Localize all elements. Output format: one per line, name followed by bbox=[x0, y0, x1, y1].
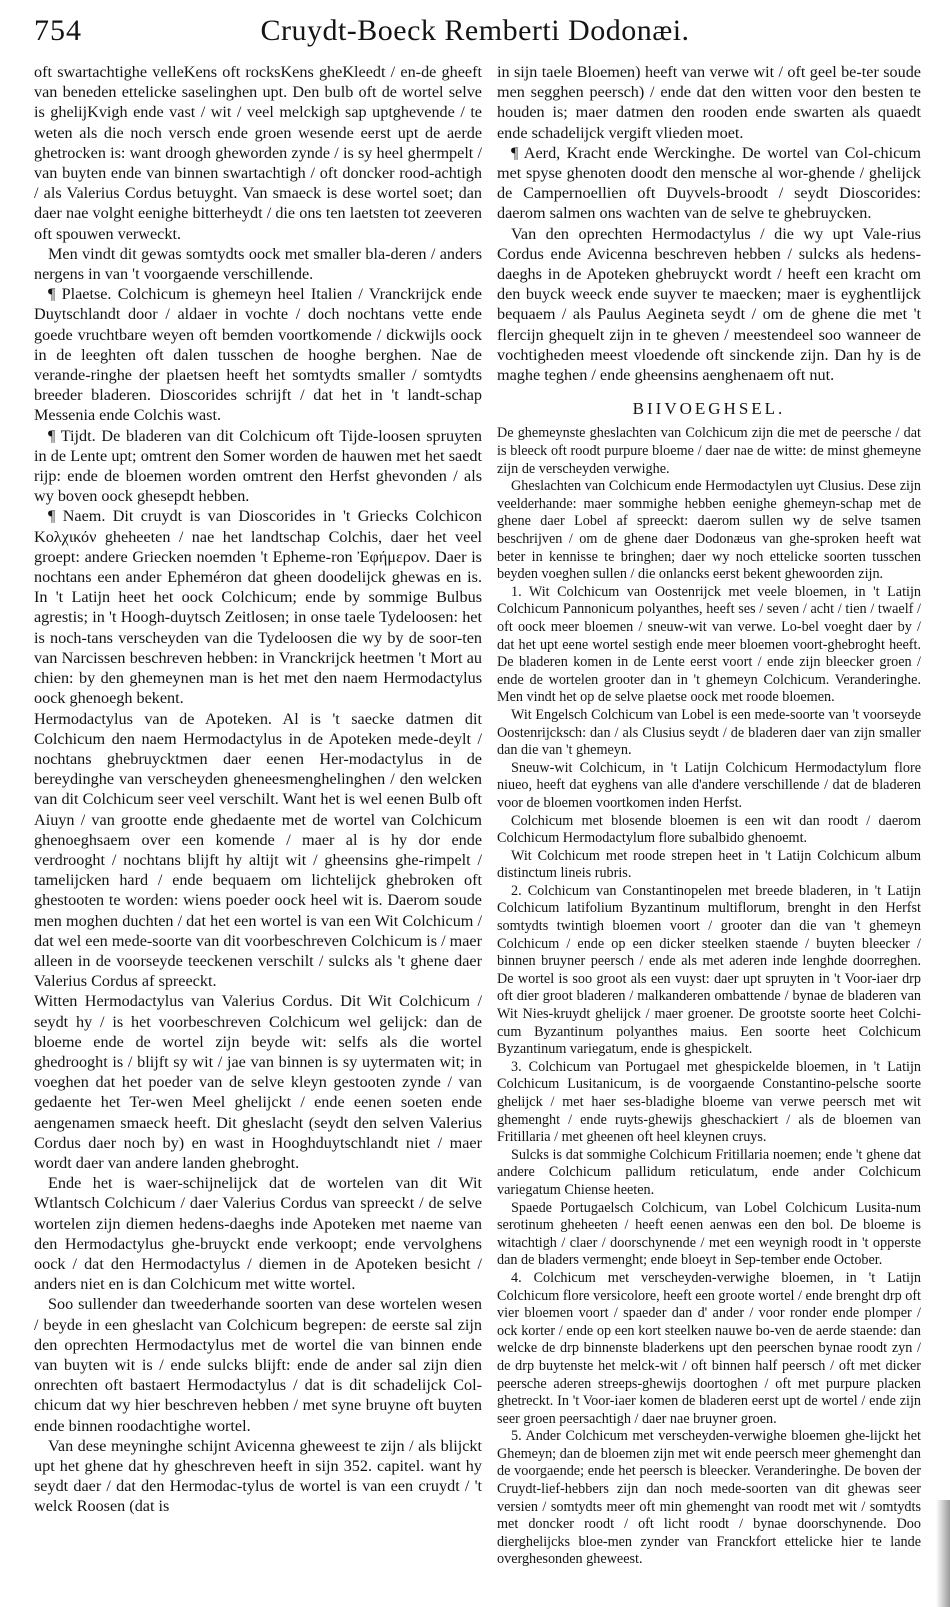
paragraph: 2. Colchicum van Constantinopelen met breede bladeren, in 't Latijn Colchicum latifolium Byzantinum multiflorum, brenght in den Herfst somtydts twintigh bloemen voort / grooter dan die van 't ghemeyn Colchicum / ende op een dicker steelken staende / buyten bleecker / binnen bruyner peersch / ende als met aderen inde lenghde doorreghen. De wortel is soo groot als een vuyst: daer upt spruyten in 't Voor-iaer drp oft dier groot bladeren / malkanderen ombattende / bynae de bladeren van Wit Nies-kruydt ghelijck / maer groener. De grootste soorte heet Colchi-cum Byzantinum polyanthes maius. Een soorte heet Colchicum Byzantinum variegatum, ende is ghespickelt. bbox=[497, 882, 921, 1058]
section-heading: BIIVOEGHSEL. bbox=[632, 399, 786, 419]
paragraph: Spaede Portugaelsch Colchicum, van Lobel Colchicum Lusita-num serotinum gheheeten / heeft eenen aenwas een den bol. De bloeme is witachtigh / claer / doorschynende / met een weynigh roodt in 't opperste dan de bladers vermenght; ende bloeyt in Sep-tember ende October. bbox=[497, 1199, 921, 1269]
paragraph: 4. Colchicum met verscheyden-verwighe bloemen, in 't Latijn Colchicum flore versicolore, heeft een groote wortel / ende brenght drp oft vier bloemen voort / spaeder dan d' ander / voor ronder ende plomper / ock korter / ende op een kort steelken nauwe bo-ven de aerde staende: dan welcke de drp binnenste bladerkens upt den peerschen bynae roodt zyn / de drp buytenste het melck-wit / oft binnen half peersch / oft met dicker peersche aderen streeps-ghewijs doortoghen / oft met purpure placken ghetreckt. In 't Voor-iaer komen de bladeren eerst upt de wortel / ende zijn seer groen peersachtigh / daer nae bruyner groen. bbox=[497, 1269, 921, 1427]
paragraph: Soo sullender dan tweederhande soorten van dese wortelen wesen / beyde in een gheslacht van Colchicum begrepen: de eerste sal zijn den oprechten Hermodactylus met de wortel die van binnen ende van buyten wit is / ende sulcks blijft: ende de ander sal zijn dien onrechten oft bastaert Hermodactylus / dat is dit schadelijck Col-chicum dat wy hier beschreven hebben / met syne bruyne oft buyten ende binnen roodachtighe wortel. bbox=[34, 1295, 482, 1435]
paragraph: ¶ Tijdt. De bladeren van dit Colchicum oft Tijde-loosen spruyten in de Lente upt; omtrent den Somer worden de hauwen met het saedt rijp: ende de bloemen worden omtrent den Herfst ghevonden / als wy boven oock ghesepdt hebben. bbox=[34, 426, 482, 506]
paragraph: Van den oprechten Hermodactylus / die wy upt Vale-rius Cordus ende Avicenna beschreven hebben / sulcks als hedens-daeghs in de Apoteken ghebruyckt wordt / heeft een kracht om den buyck weeck ende suyver te maecken; maer is eyghentlijck bequaem / als Paulus Aegineta seydt / om de ghene die met 't flercijn ghequelt zijn in te gheven / meestendeel soo wanneer de vochtigheden meest vloedende oft sinckende zijn. Dan hy is de maghe teghen / ende gheensins aenghenaem oft nut. bbox=[497, 224, 921, 385]
paragraph: Colchicum met blosende bloemen is een wit dan roodt / daerom Colchicum Hermodactylum flore subalbido ghenoemt. bbox=[497, 812, 921, 847]
paragraph: De ghemeynste gheslachten van Colchicum zijn die met de peersche / dat is bleeck oft roodt purpure bloeme / daer nae de witte: de minst ghemeyne zijn de verscheyden verwighe. bbox=[497, 425, 921, 477]
page-number: 754 bbox=[34, 14, 82, 47]
paragraph: Sulcks is dat sommighe Colchicum Fritillaria noemen; ende 't ghene dat andere Colchicum pallidum reticulatum, ende ander Colchicum variegatum Chiense heeten. bbox=[497, 1146, 921, 1198]
paragraph: Gheslachten van Colchicum ende Hermodactylen uyt Clusius. Dese zijn veelderhande: maer sommighe hebben eenighe ghemeyn-schap met de ghene daer Lobel af spreeckt: daerom sullen wy de selve tsamen beschrijven / om de ghene daer Dodonæus van ghe-sproken heeft wat beter in kennisse te bringhen; daer wy noch ettelicke soorten tusschen beyden voeghen sullen / die onlancks eerst bekent ghewoorden zijn. bbox=[497, 478, 921, 583]
paragraph: Hermodactylus van de Apoteken. Al is 't saecke datmen dit Colchicum den naem Hermodactylus in de Apoteken mede-deylt / nochtans ghebruycktmen daer eenen Her-modactylus in de bereydinghe van verscheyden gheneesmenghelinghen / den welcken van dit Colchicum seer veel verschilt. Want het is wel eenen Bulb oft Aiuyn / van grootte ende ghedaente met de wortel van Colchicum ghenoeghsaem over een komende / maer al is hy dor ende verdrooght / nochtans blijft hy altijt wit / gheensins ghe-rimpelt / tamelijcken hard / ende bequaem om lichtelijck ghebroken oft ghestooten te worden: wiens poeder oock heel wit is. Daerom soude men moghen duchten / dat het een wortel is van een Wit Colchicum / dat wel een mede-soorte van dit voorbeschreven Colchicum is / maer alleen in de voorseyde teeckenen verschilt / sulcks als 't ghene daer Valerius Cordus af spreeckt. bbox=[34, 709, 482, 991]
paragraph: Ende het is waer-schijnelijck dat de wortelen van dit Wit Wtlantsch Colchicum / daer Valerius Cordus van spreeckt / de selve wortelen zijn diemen hedens-daeghs inde Apoteken met naeme van den Hermodactylus ghe-bruyckt ende verkoopt; ende vervolghens oock / dat den Hermodactylus / diemen in de Apoteken besicht / anders niet en is dan Colchicum met witte wortel. bbox=[34, 1174, 482, 1294]
paragraph: 3. Colchicum van Portugael met ghespickelde bloemen, in 't Latijn Colchicum Lusitanicum, is de voorgaende Constantino-pelsche soorte ghelijck / met haer ses-bladighe bloeme van verwe peersch met wit ghemenght / ende ruyts-ghewijs gheschackiert / als de bloemen van Fritillaria / met gheenen oft heel kleynen cruys. bbox=[497, 1058, 921, 1146]
paragraph: ¶ Plaetse. Colchicum is ghemeyn heel Italien / Vranckrijck ende Duytschlandt door / aldaer in vochte / doch nochtans vette ende goede vruchtbare weyen oft bemden voortkomende / dickwijls oock in de leeghten oft dalen tusschen de hooghe berghen. Nae de verande-ringhe der plaetsen heeft het somtydts smaller / somtydts breeder bladeren. Dioscorides schrijft / dat het in 't landt-schap Messenia ende Colchis wast. bbox=[34, 285, 482, 425]
paragraph: Sneuw-wit Colchicum, in 't Latijn Colchicum Hermodactylum flore niueo, heeft dat eyghens van alle d'andere verschillende / dat de bladeren voor de bloemen voortkomen inden Herfst. bbox=[497, 759, 921, 811]
paragraph: Men vindt dit gewas somtydts oock met smaller bla-deren / anders nergens in van 't voorgaende verschillende. bbox=[34, 244, 482, 284]
paragraph: Wit Engelsch Colchicum van Lobel is een mede-soorte van 't voorseyde Oostenrijcksch: dan / als Clusius seydt / de bladeren daer van zijn smaller dan die van 't ghemeyn. bbox=[497, 706, 921, 759]
right-column bbox=[497, 62, 921, 1592]
addendum bbox=[497, 425, 921, 1569]
paragraph: Wit Colchicum met roode strepen heet in 't Latijn Colchicum album distinctum lineis rubris. bbox=[497, 847, 921, 882]
paragraph: 1. Wit Colchicum van Oostenrijck met veele bloemen, in 't Latijn Colchicum Pannonicum polyanthes, heeft ses / seven / acht / tien / twaelf / oft oock meer bloemen / sneuw-wit van verwe. Lo-bel voeght daer by / dat het upt eene wortel sestigh ende meer bloemen voort-ghebroght heeft. De bladeren komen in de Lente eerst voort / ende zijn bleecker groen / ende de wortelen grooter dan in 't ghemeyn Colchicum. Veranderinghe. Men vindt het op de selve plaetse oock met roode bloemen. bbox=[497, 583, 921, 706]
paragraph: in sijn taele Bloemen) heeft van verwe wit / oft geel be-ter soude men segghen peersch) / ende dat den witten voor den besten te houden is; maer datmen den rooden ende swarten als quaedt ende schadelijck vergift vlieden moet. bbox=[497, 63, 921, 142]
running-title: Cruydt-Boeck Remberti Dodonæi. bbox=[260, 14, 690, 47]
paragraph: ¶ Naem. Dit cruydt is van Dioscorides in 't Griecks Colchicon Κολχικόν gheheeten / nae het landtschap Colchis, daer het veel groept: andere Griecken noemden 't Epheme-ron Ἐφήμερον. Daer is nochtans een ander Epheméron dat gheen doodelijck ghewas en is. In 't Latijn heet het oock Colchicum; ende by sommige Bulbus agrestis; in 't Hoogh-duytsch Zeitlosen; in onse taele Tydeloosen: het is noch-tans verscheyden van die Tydeloosen die wy by de soor-ten van Narcissen beschreven hebben: in Vranckrijck heetmen 't Mort au chien: by den ghemeynen man is het met den naem Hermodactylus oock ghenoegh bekent. bbox=[34, 507, 482, 708]
paragraph: Witten Hermodactylus van Valerius Cordus. Dit Wit Colchicum / seydt hy / is het voorbeschreven Colchicum wel gelijck: dan de bloeme ende de wortel zijn beyde wit: selfs als die wortel ghedrooght is / blijft sy wit / jae van binnen is sy uytermaten wit; in voeghen dat het poeder van de selve kleyn gestooten zynde / van gedaente het Ter-wen Meel ghelijckt / ende eenen soeten ende aengenamen smaeck heeft. Dit gheslacht (seydt den selven Valerius Cordus daer noch by) en wast in Hooghduytschlandt niet / maer wordt daer van andere landen ghebroght. bbox=[34, 992, 482, 1172]
paragraph: ¶ Aerd, Kracht ende Werckinghe. De wortel van Col-chicum met spyse ghenoten doodt den mensche al wor-ghende / ghelijck de Campernoellien oft Duyvels-broodt / seydt Dioscorides: daerom salmen ons wachten van de selve te ghebruycken. bbox=[497, 143, 921, 223]
page-edge-shadow bbox=[936, 1500, 950, 1607]
left-column bbox=[34, 62, 482, 1592]
paragraph: Van dese meyninghe schijnt Avicenna gheweest te zijn / als blijckt upt het ghene dat hy gheschreven heeft in sijn 352. capitel. want hy seydt daer / dat den Hermodac-tylus de wortel is van een cruydt / 't welck Roosen (dat is bbox=[34, 1436, 482, 1516]
paragraph: 5. Ander Colchicum met verscheyden-verwighe bloemen ghe-lijckt het Ghemeyn; dan de bloemen zijn met wit ende peersch meer ghemenght dan de voorgaende; ende het peersch is bleecker. Veranderinghe. De boven der Cruydt-lief-hebbers zijn dan noch mede-soorten van dit ghewas seer versien / somtydts meer oft min ghemenght van roodt met wit / somtydts met doncker roodt / oft licht roodt / bynae doorschynende. Doo dierghelijcks bloe-men zynder van Franckfort ettelicke hier te lande overghesonden gheweest. bbox=[497, 1428, 921, 1568]
paragraph: oft swartachtighe velleKens oft rocksKens gheKleedt / en-de gheeft van beneden ettelicke saselinghen upt. Den bulb oft de wortel selve is ghelijKvigh ende vast / wit / veel melckigh sap uptghevende / te weten als die noch versch ende groen wesende eerst upt de aerde ghetrocken is: want droogh gheworden zynde / is sy heel ghermpelt / van buyten ende van binnen swartachtigh / oft doncker rood-achtigh / als Valerius Cordus betuyght. Van smaeck is dese wortel soet; dan daer nae volght eenighe bitterheydt / die ons ten laetsten tot zeeveren oft spouwen verweckt. bbox=[34, 63, 482, 243]
